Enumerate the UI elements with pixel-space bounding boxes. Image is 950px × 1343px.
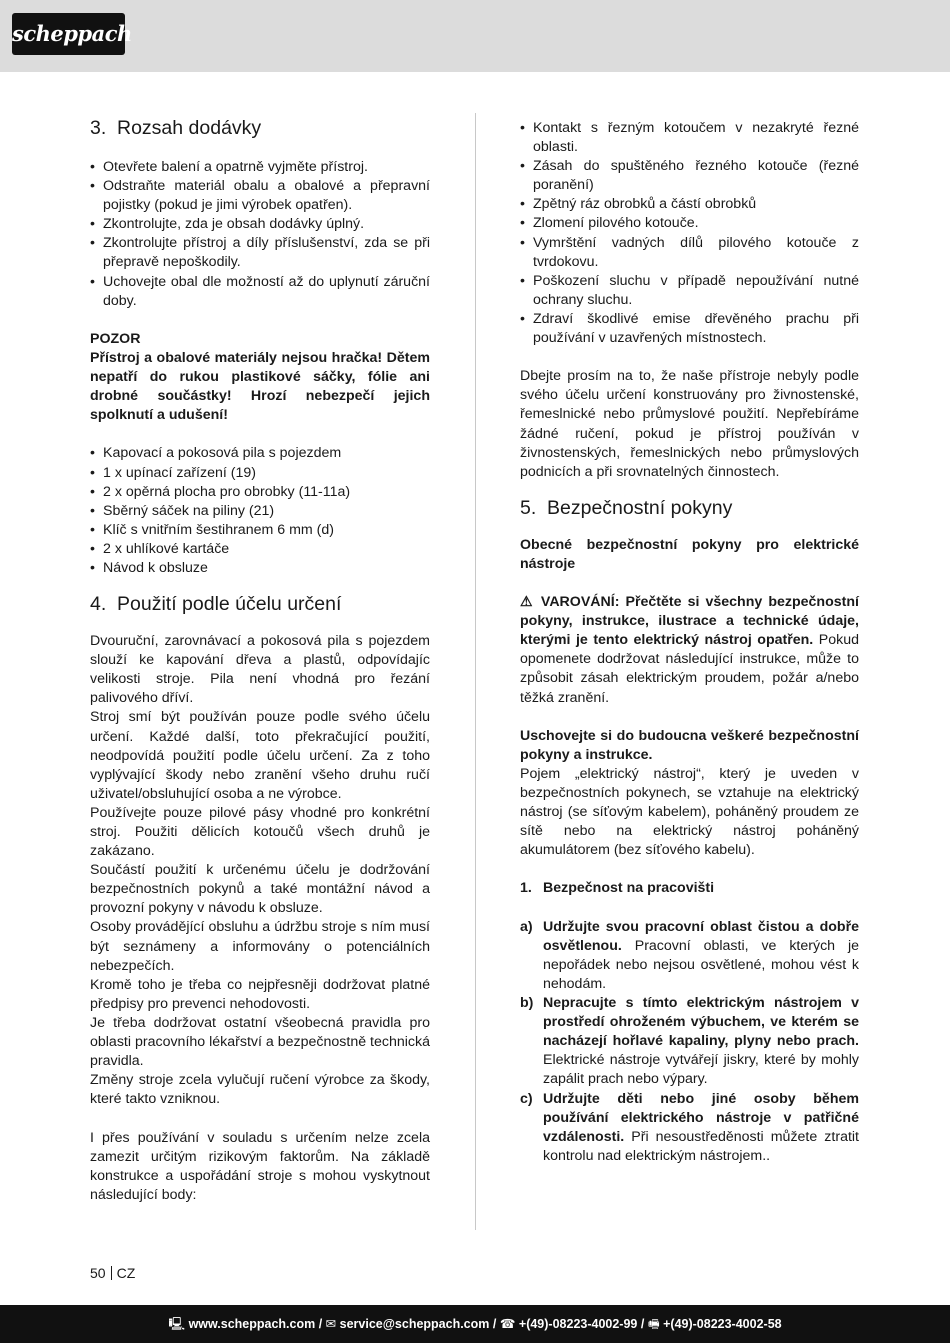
section-3-heading <box>90 116 430 140</box>
list-item: • Kapovací a pokosová pila s pojezdem <box>90 444 430 463</box>
general-safety-heading: Obecné bezpečnostní pokyny pro elektrické nástroje <box>520 536 859 572</box>
list-item: • Klíč s vnitřním šestihranem 6 mm (d) <box>90 521 430 540</box>
warning-icon: ⚠ <box>520 594 535 611</box>
section-4-heading <box>90 592 430 616</box>
section-title: Rozsah dodávky <box>117 117 262 139</box>
list-item: • Zkontrolujte přístroj a díly příslušenství, zda se při přepravě nepoškodily. <box>90 234 430 272</box>
item-bold: Nepracujte s tímto elektrickým nástrojem v prostředí ohroženém výbuchem, ve kterém se nacházejí hořlavé kapaliny, plyny nebo prach. <box>543 995 859 1050</box>
fax-icon: 🖷 <box>647 1317 660 1331</box>
list-item: • Zlomení pilového kotouče. <box>520 214 859 233</box>
list-item: • Zpětný ráz obrobků a částí obrobků <box>520 195 859 214</box>
paragraph: Kromě toho je třeba co nejpřesněji dodržovat platné předpisy pro prevenci nehodovosti. <box>90 976 430 1012</box>
keep-instructions-text: Pojem „elektrický nástroj“, který je uveden v bezpečnostních pokynech, se vztahuje na elektrický nástroj (se síťovým kabelem), poháněný proudem ze sítě nebo na elektrický nástroj poháněný akumulátorem (bez síťového kabelu). <box>520 765 859 859</box>
list-item: • 1 x upínací zařízení (19) <box>90 464 430 483</box>
list-item: • Zkontrolujte, zda je obsah dodávky úplný. <box>90 215 430 234</box>
paragraph: Součástí použití k určenému účelu je dodržování bezpečnostních pokynů a také montážní návod a provozní pokyny v návodu k obsluze. <box>90 862 430 917</box>
paragraph: Používejte pouze pilové pásy vhodné pro konkrétní stroj. Použiti dělicích kotoučů všech druhů je zakázano. <box>90 804 430 860</box>
footer-email-link[interactable]: service@scheppach.com / <box>339 1317 497 1331</box>
page-number <box>90 1265 135 1281</box>
footer-fax: +(49)-08223-4002-58 <box>663 1317 782 1331</box>
subsection-title: Bezpečnost na pracovišti <box>543 880 715 897</box>
list-item: • 2 x uhlíkové kartáče <box>90 540 430 559</box>
delivery-contents-list <box>90 444 430 578</box>
list-item: • Uchovejte obal dle možností až do uplynutí záruční doby. <box>90 273 430 311</box>
safety-item <box>520 918 859 994</box>
paragraph: Změny stroje zcela vylučují ručení výrobce za škody, které takto vzniknou. <box>90 1072 430 1108</box>
header-band <box>0 0 950 72</box>
list-item: • Kontakt s řezným kotoučem v nezakryté řezné oblasti. <box>520 119 859 157</box>
list-item: • Vymrštění vadných dílů pilového kotouče z tvrdokovu. <box>520 234 859 272</box>
right-column <box>520 119 859 1166</box>
section-number: 4. <box>90 593 107 616</box>
section-title: Použití podle účelu určení <box>117 593 342 616</box>
page-number-value: 50 <box>90 1265 106 1281</box>
warning-bold: VAROVÁNÍ: Přečtěte si všechny bezpečnostní pokyny, instrukce, ilustrace a technické údaje, kterými je tento elektrický nástroj opatřen. <box>520 594 859 649</box>
risk-list <box>520 119 859 348</box>
web-icon: 🖳 <box>168 1317 186 1331</box>
mail-icon: ✉ <box>325 1317 337 1331</box>
item-text: Při nesoustředěnosti můžete ztratit kontrolu nad elektrickým nástrojem.. <box>543 1128 859 1164</box>
footer-website-link[interactable]: www.scheppach.com / <box>188 1317 323 1331</box>
unpacking-list <box>90 158 430 311</box>
paragraph: Je třeba dodržovat ostatní všeobecná pravidla pro oblasti pracovního lékařství a bezpečnostně technická pravidla. <box>90 1014 430 1070</box>
left-column <box>90 116 430 1205</box>
item-label: a) <box>520 918 533 935</box>
section-title: Bezpečnostní pokyny <box>547 496 733 519</box>
safety-item <box>520 994 859 1089</box>
footer-band <box>0 1305 950 1343</box>
item-text: Pracovní oblasti, ve kterých je nepořádek nebo nejsou osvětlené, mohou vést k nehodám. <box>543 937 859 992</box>
item-bold: Udržujte svou pracovní oblast čistou a dobře osvětlenou. <box>543 918 859 954</box>
usage-note: Dbejte prosím na to, že naše přístroje nebyly podle svého účelu určení konstruovány pro živnostenské, řemeslnické nebo průmyslové použití. Nepřebíráme žádné ručení, pokud je přístroj používán v živnostenských, řemeslnických nebo průmyslových podnicích a při srovnatelných činnostech. <box>520 368 859 480</box>
warning-paragraph <box>520 593 859 708</box>
list-item: • Zdraví škodlivé emise dřevěného prachu při používání v uzavřených místnostech. <box>520 310 859 348</box>
list-item: • Zásah do spuštěného řezného kotouče (řezné poranění) <box>520 157 859 195</box>
paragraph: Dvouruční, zarovnávací a pokosová pila s pojezdem slouží ke kapování dřeva a plastů, odpovídajíc velikosti stroje. Pila není vhodná pro řezání palivového dříví. <box>90 633 430 707</box>
list-item: • Otevřete balení a opatrně vyjměte přístroj. <box>90 158 430 177</box>
item-label: c) <box>520 1090 533 1107</box>
column-divider <box>475 113 476 1230</box>
list-item: • Odstraňte materiál obalu a obalové a přepravní pojistky (pokud je jimi výrobek opatřen). <box>90 177 430 215</box>
paragraph: Stroj smí být používán pouze podle svého účelu určení. Každé další, toto překračující použití, neodpovídá použití podle účelu určení. Za z toho vyplývající škody nebo zranění všeho druhu ručí uživatel/obsluhující osoba a ne výrobce. <box>90 709 430 802</box>
keep-instructions-heading: Uschovejte si do budoucna veškeré bezpečnostní pokyny a instrukce. <box>520 727 859 763</box>
section-5-heading <box>520 496 859 520</box>
page-language: CZ <box>116 1265 136 1281</box>
subsection-number: 1. <box>520 880 532 897</box>
item-bold: Udržujte děti nebo jiné osoby během používání elektrického nástroje v patřičné vzdálenosti. <box>543 1090 859 1145</box>
paragraph: Osoby provádějící obsluhu a údržbu stroje s ním musí být seznámeny a informovány o potenciálních nebezpečích. <box>90 919 430 974</box>
list-item: • Návod k obsluze <box>90 559 430 578</box>
warning-rest: Pokud opomenete dodržovat následující instrukce, může to způsobit zásah elektrickým proudem, požár a/nebo těžká zranění. <box>520 632 859 706</box>
page-separator <box>111 1266 112 1280</box>
list-item: • Poškození sluchu v případě nepoužívání nutné ochrany sluchu. <box>520 272 859 310</box>
safety-item <box>520 1090 859 1166</box>
item-text: Elektrické nástroje vytvářejí jiskry, které by mohly zapálit prach nebo výpary. <box>543 1052 859 1088</box>
paragraph: I přes používání v souladu s určením nelze zcela zamezit určitým rizikovým faktorům. Na základě konstrukce a uspořádání stroje s mohou vyskytnout následující body: <box>90 1129 430 1203</box>
brand-logo: scheppach <box>12 13 125 55</box>
item-label: b) <box>520 995 534 1012</box>
subsection-1-heading <box>520 879 859 898</box>
caution-text: Přístroj a obalové materiály nejsou hračka! Dětem nepatří do rukou plastikové sáčky, fólie ani drobné součástky! Hrozí nebezpečí jejich spolknutí a udušení! <box>90 349 430 424</box>
footer-phone: +(49)-08223-4002-99 / <box>518 1317 645 1331</box>
list-item: • 2 x opěrná plocha pro obrobky (11-11a) <box>90 483 430 502</box>
section-number: 5. <box>520 496 537 519</box>
caution-heading: POZOR <box>90 330 141 347</box>
list-item: • Sběrný sáček na piliny (21) <box>90 502 430 521</box>
phone-icon: ☎ <box>499 1317 516 1331</box>
section-number: 3. <box>90 117 107 139</box>
